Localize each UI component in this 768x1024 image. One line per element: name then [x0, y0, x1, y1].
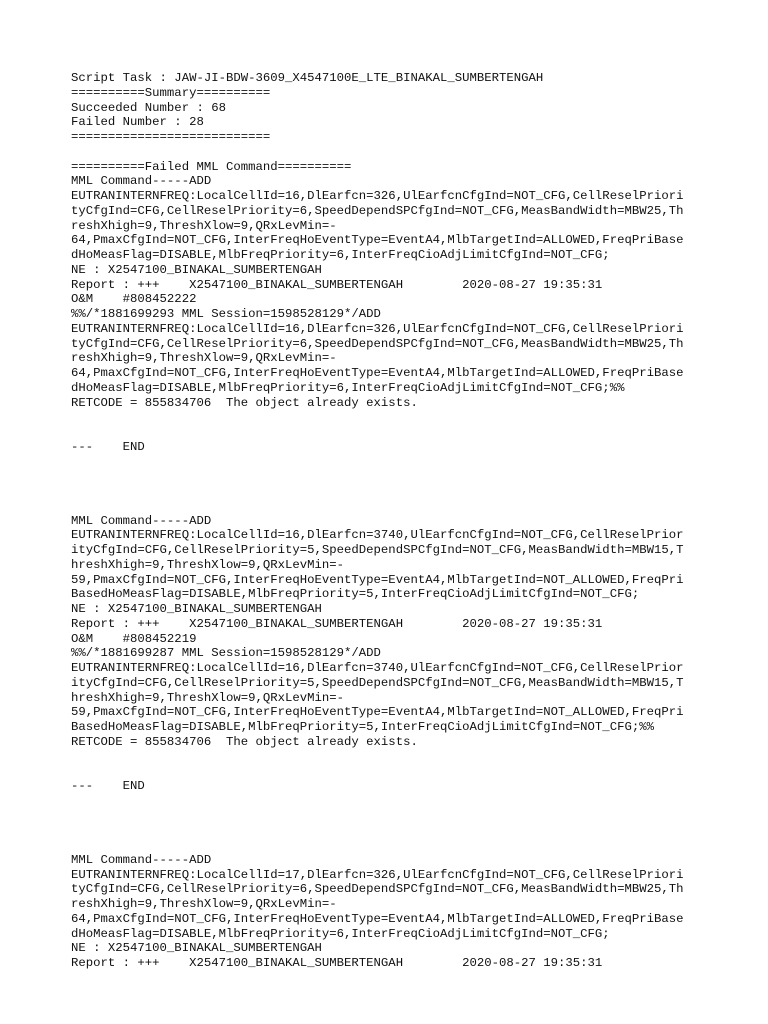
document-line: ityCfgInd=CFG,CellReselPriority=5,SpeedDependSPCfgInd=NOT_CFG,MeasBandWidth=MBW15,T: [71, 543, 684, 557]
document-line: MML Command-----ADD: [71, 174, 212, 189]
document-line: EUTRANINTERNFREQ:LocalCellId=16,DlEarfcn=326,UlEarfcnCfgInd=NOT_CFG,CellReselPriori: [71, 189, 684, 203]
document-line: 59,PmaxCfgInd=NOT_CFG,InterFreqHoEventType=EventA4,MlbTargetInd=NOT_ALLOWED,FreqPri: [71, 572, 684, 587]
document-line: --- END: [71, 439, 145, 454]
document-line: Script Task : JAW-JI-BDW-3609_X4547100E_LTE_BINAKAL_SUMBERTENGAH: [71, 71, 544, 85]
document-line: Succeeded Number : 68: [71, 100, 226, 115]
document-line: 64,PmaxCfgInd=NOT_CFG,InterFreqHoEventType=EventA4,MlbTargetInd=ALLOWED,FreqPriBase: [71, 233, 684, 248]
document-line: EUTRANINTERNFREQ:LocalCellId=16,DlEarfcn=326,UlEarfcnCfgInd=NOT_CFG,CellReselPriori: [71, 321, 684, 336]
document-line: --- END: [71, 779, 145, 793]
document-line: NE : X2547100_BINAKAL_SUMBERTENGAH: [71, 941, 322, 956]
document-line: BasedHoMeasFlag=DISABLE,MlbFreqPriority=5,InterFreqCioAdjLimitCfgInd=NOT_CFG;%%: [71, 720, 654, 734]
document-line: tyCfgInd=CFG,CellReselPriority=6,SpeedDependSPCfgInd=NOT_CFG,MeasBandWidth=MBW25,Th: [71, 882, 684, 897]
document-line: dHoMeasFlag=DISABLE,MlbFreqPriority=6,InterFreqCioAdjLimitCfgInd=NOT_CFG;: [71, 248, 610, 262]
document-line: [71, 145, 731, 160]
document-line: MML Command-----ADD: [71, 513, 212, 528]
document-line: reshXhigh=9,ThreshXlow=9,QRxLevMin=-: [71, 897, 337, 911]
document-line: 64,PmaxCfgInd=NOT_CFG,InterFreqHoEventType=EventA4,MlbTargetInd=ALLOWED,FreqPriBase: [71, 911, 684, 926]
document-line: NE : X2547100_BINAKAL_SUMBERTENGAH: [71, 602, 322, 616]
document-line: tyCfgInd=CFG,CellReselPriority=6,SpeedDependSPCfgInd=NOT_CFG,MeasBandWidth=MBW25,Th: [71, 203, 684, 218]
document-line: [71, 823, 731, 838]
document-line: reshXhigh=9,ThreshXlow=9,QRxLevMin=-: [71, 351, 337, 366]
document-line: EUTRANINTERNFREQ:LocalCellId=16,DlEarfcn=3740,UlEarfcnCfgInd=NOT_CFG,CellReselPrior: [71, 661, 684, 675]
document-line: ==========Failed MML Command==========: [71, 159, 352, 174]
document-page: [71, 71, 731, 971]
document-line: [71, 750, 731, 765]
document-line: [71, 794, 731, 809]
document-line: %%/*1881699293 MML Session=1598528129*/ADD: [71, 307, 381, 321]
document-line: Report : +++ X2547100_BINAKAL_SUMBERTENGAH 2020-08-27 19:35:31: [71, 616, 603, 631]
document-line: dHoMeasFlag=DISABLE,MlbFreqPriority=6,InterFreqCioAdjLimitCfgInd=NOT_CFG;: [71, 926, 610, 941]
document-line: dHoMeasFlag=DISABLE,MlbFreqPriority=6,InterFreqCioAdjLimitCfgInd=NOT_CFG;%%: [71, 380, 625, 395]
document-line: 64,PmaxCfgInd=NOT_CFG,InterFreqHoEventType=EventA4,MlbTargetInd=ALLOWED,FreqPriBase: [71, 366, 684, 380]
document-line: [71, 455, 731, 470]
document-line: tyCfgInd=CFG,CellReselPriority=6,SpeedDependSPCfgInd=NOT_CFG,MeasBandWidth=MBW25,Th: [71, 336, 684, 351]
document-line: [71, 469, 731, 484]
document-line: Failed Number : 28: [71, 115, 204, 130]
document-line: NE : X2547100_BINAKAL_SUMBERTENGAH: [71, 262, 322, 277]
document-line: O&M #808452219: [71, 631, 197, 646]
document-line: [71, 410, 731, 425]
document-line: [71, 484, 731, 499]
document-line: RETCODE = 855834706 The object already exists.: [71, 734, 418, 749]
document-line: %%/*1881699287 MML Session=1598528129*/ADD: [71, 646, 381, 661]
document-line: Report : +++ X2547100_BINAKAL_SUMBERTENGAH 2020-08-27 19:35:31: [71, 277, 603, 292]
document-line: 59,PmaxCfgInd=NOT_CFG,InterFreqHoEventType=EventA4,MlbTargetInd=NOT_ALLOWED,FreqPri: [71, 705, 684, 720]
document-line: [71, 764, 731, 779]
document-line: ==========Summary==========: [71, 85, 271, 100]
document-line: hreshXhigh=9,ThreshXlow=9,QRxLevMin=-: [71, 690, 345, 705]
document-line: Report : +++ X2547100_BINAKAL_SUMBERTENGAH 2020-08-27 19:35:31: [71, 956, 603, 970]
document-line: MML Command-----ADD: [71, 852, 212, 867]
document-line: EUTRANINTERNFREQ:LocalCellId=17,DlEarfcn=326,UlEarfcnCfgInd=NOT_CFG,CellReselPriori: [71, 867, 684, 882]
document-line: hreshXhigh=9,ThreshXlow=9,QRxLevMin=-: [71, 557, 345, 572]
document-line: [71, 425, 731, 440]
document-line: EUTRANINTERNFREQ:LocalCellId=16,DlEarfcn=3740,UlEarfcnCfgInd=NOT_CFG,CellReselPrior: [71, 528, 684, 543]
document-line: O&M #808452222: [71, 292, 197, 307]
document-line: [71, 809, 731, 824]
document-line: RETCODE = 855834706 The object already exists.: [71, 395, 418, 410]
document-line: [71, 499, 731, 514]
document-line: [71, 838, 731, 853]
document-line: ===========================: [71, 130, 271, 144]
document-line: reshXhigh=9,ThreshXlow=9,QRxLevMin=-: [71, 218, 337, 233]
document-line: ityCfgInd=CFG,CellReselPriority=5,SpeedDependSPCfgInd=NOT_CFG,MeasBandWidth=MBW15,T: [71, 675, 684, 690]
document-line: BasedHoMeasFlag=DISABLE,MlbFreqPriority=5,InterFreqCioAdjLimitCfgInd=NOT_CFG;: [71, 587, 640, 602]
